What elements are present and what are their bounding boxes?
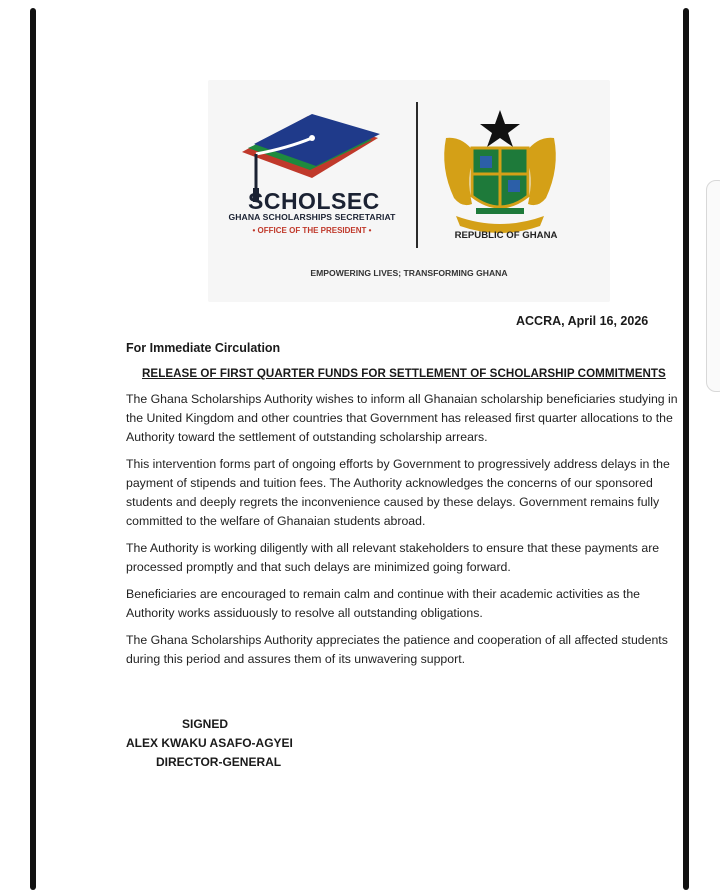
press-release-document bbox=[36, 0, 683, 890]
dateline: ACCRA, April 16, 2026 bbox=[516, 314, 649, 328]
release-body bbox=[126, 390, 686, 677]
body-paragraph: This intervention forms part of ongoing efforts by Government to progressively address delays in the payment of stipends and tuition fees. The Authority acknowledges the concerns of our sponsored students and deeply regrets the inconvenience caused by these delays. Government remains fully committed to the welfare of Ghanaian students abroad. bbox=[126, 457, 670, 528]
circulation-label: For Immediate Circulation bbox=[126, 341, 281, 355]
release-headline: RELEASE OF FIRST QUARTER FUNDS FOR SETTLEMENT OF SCHOLARSHIP COMMITMENTS bbox=[142, 367, 666, 380]
scholsec-subtitle: GHANA SCHOLARSHIPS SECRETARIAT bbox=[228, 212, 396, 222]
letterhead bbox=[208, 80, 610, 302]
body-paragraph: The Ghana Scholarships Authority wishes to inform all Ghanaian scholarship beneficiaries studying in the United Kingdom and other countries that Government has released first quarter allocations to the Authority toward the settlement of outstanding scholarship arrears. bbox=[126, 392, 678, 444]
office-of-president-label: • OFFICE OF THE PRESIDENT • bbox=[252, 226, 372, 235]
scholsec-logo-text: SCHOLSEC bbox=[248, 188, 380, 214]
signatory-name: ALEX KWAKU ASAFO-AGYEI bbox=[126, 736, 293, 750]
side-panel-handle[interactable] bbox=[706, 180, 720, 392]
letterhead-divider bbox=[416, 102, 418, 248]
letterhead-tagline: EMPOWERING LIVES; TRANSFORMING GHANA bbox=[310, 268, 508, 278]
body-paragraph: Beneficiaries are encouraged to remain calm and continue with their academic activities as the Authority works assiduously to resolve all outstanding obligations. bbox=[126, 587, 641, 620]
coat-of-arms-icon bbox=[436, 108, 564, 234]
signature-signed-label: SIGNED bbox=[182, 717, 229, 731]
body-paragraph: The Ghana Scholarships Authority appreciates the patience and cooperation of all affected students during this period and assures them of its unwavering support. bbox=[126, 633, 668, 666]
body-paragraph: The Authority is working diligently with all relevant stakeholders to ensure that these payments are processed promptly and that such delays are minimized going forward. bbox=[126, 541, 660, 574]
republic-of-ghana-label: REPUBLIC OF GHANA bbox=[454, 230, 558, 241]
signatory-title: DIRECTOR-GENERAL bbox=[156, 755, 282, 769]
